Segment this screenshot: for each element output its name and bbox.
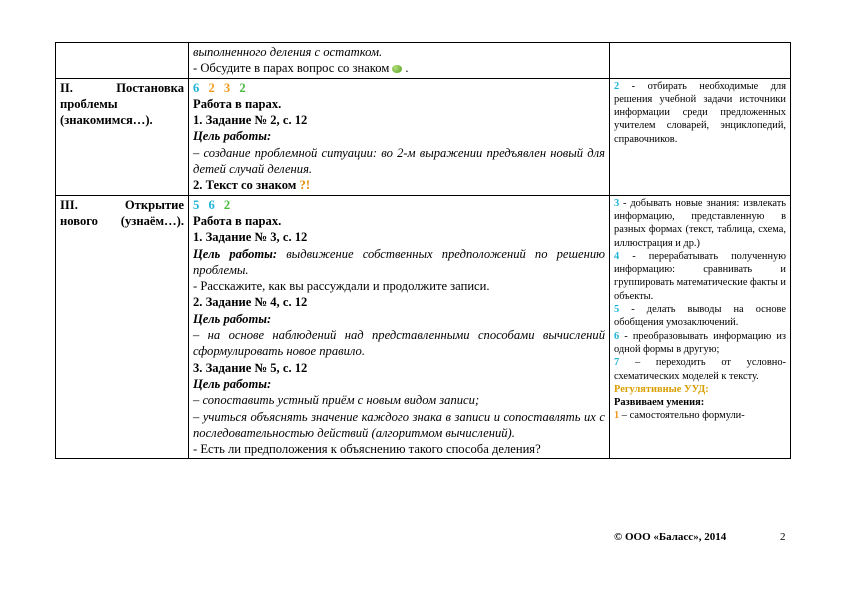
- task-title: 2. Задание № 4, с. 12: [193, 295, 308, 310]
- content-line: - Обсудите в парах вопрос со знаком .: [193, 61, 409, 76]
- uud-cell: [610, 43, 791, 79]
- goal-label: Цель работы:: [193, 311, 272, 326]
- uud-item: 6 - преобразовывать информацию из одной формы в другую;: [614, 330, 786, 355]
- goal-text: – учиться объяснять значение каждого знака в записи и сопоставлять их с последовательностью действий (алгоритмом вычислений).: [193, 409, 605, 440]
- question-line: - Расскажите, как вы рассуждали и продолжите записи.: [193, 279, 490, 294]
- skill-numbers: 6 2 3 2: [193, 80, 246, 95]
- content-cell: [189, 78, 610, 195]
- question-line: - Есть ли предположения к объяснению такого способа деления?: [193, 442, 541, 457]
- uud-cell: [610, 78, 791, 195]
- green-dot-icon: [392, 65, 402, 73]
- regulative-title: Регулятивные УУД:: [614, 383, 709, 395]
- regulative-subtitle: Развиваем умения:: [614, 397, 705, 409]
- goal-text: Цель работы: выдвижение собственных предположений по решению проблемы.: [193, 246, 606, 277]
- task-title: 2. Текст со знаком ?!: [193, 178, 311, 193]
- uud-item: 5 - делать выводы на основе обобщения умозаключений.: [614, 304, 786, 329]
- stage-cell: [56, 195, 189, 459]
- lesson-table: [55, 42, 791, 459]
- uud-item: 2 - отбирать необходимые для решения учебной задачи источники информации среди предложенных учителем словарей, энциклопедий, справочников.: [614, 80, 786, 145]
- page-number: 2: [780, 531, 786, 543]
- copyright: © ООО «Баласс», 2014: [614, 531, 727, 543]
- content-cell: [189, 195, 610, 459]
- work-mode: Работа в парах.: [193, 213, 282, 228]
- goal-label: Цель работы:: [193, 376, 272, 391]
- uud-item: 4 - перерабатывать полученную информацию: сравнивать и группировать математические факты и объекты.: [614, 250, 786, 302]
- stage-cell: [56, 43, 189, 79]
- goal-label: Цель работы:: [193, 129, 272, 144]
- uud-cell: [610, 195, 791, 459]
- work-mode: Работа в парах.: [193, 96, 282, 111]
- uud-item: 7 – переходить от условно-схематических моделей к тексту.: [614, 357, 786, 382]
- table-row: [56, 78, 791, 195]
- stage-title: II. Постановка проблемы (знакомимся…).: [60, 80, 184, 128]
- stage-cell: [56, 78, 189, 195]
- goal-text: – на основе наблюдений над представленными способами вычислений сформулировать новое правило.: [193, 328, 605, 359]
- table-row: [56, 43, 791, 79]
- content-line: выполненного деления с остатком.: [193, 45, 383, 59]
- task-title: 3. Задание № 5, с. 12: [193, 360, 308, 375]
- goal-text: – создание проблемной ситуации: во 2-м выражении предъявлен новый для детей случай деления.: [193, 145, 605, 177]
- table-row: [56, 195, 791, 459]
- task-title: 1. Задание № 3, с. 12: [193, 230, 308, 245]
- question-exclamation-sign: ?!: [299, 178, 311, 193]
- content-cell: [189, 43, 610, 79]
- skill-numbers: 5 6 2: [193, 197, 231, 212]
- stage-title: III. Открытие нового (узнаём…).: [60, 197, 184, 228]
- task-title: 1. Задание № 2, с. 12: [193, 113, 308, 128]
- goal-text: – сопоставить устный приём с новым видом записи;: [193, 393, 480, 408]
- uud-item: 3 - добывать новые знания: извлекать информацию, представленную в разных формах (текст, таблица, схема, иллюстрация и др.): [614, 197, 786, 249]
- uud-item: 1 – самостоятельно формули-: [614, 410, 745, 422]
